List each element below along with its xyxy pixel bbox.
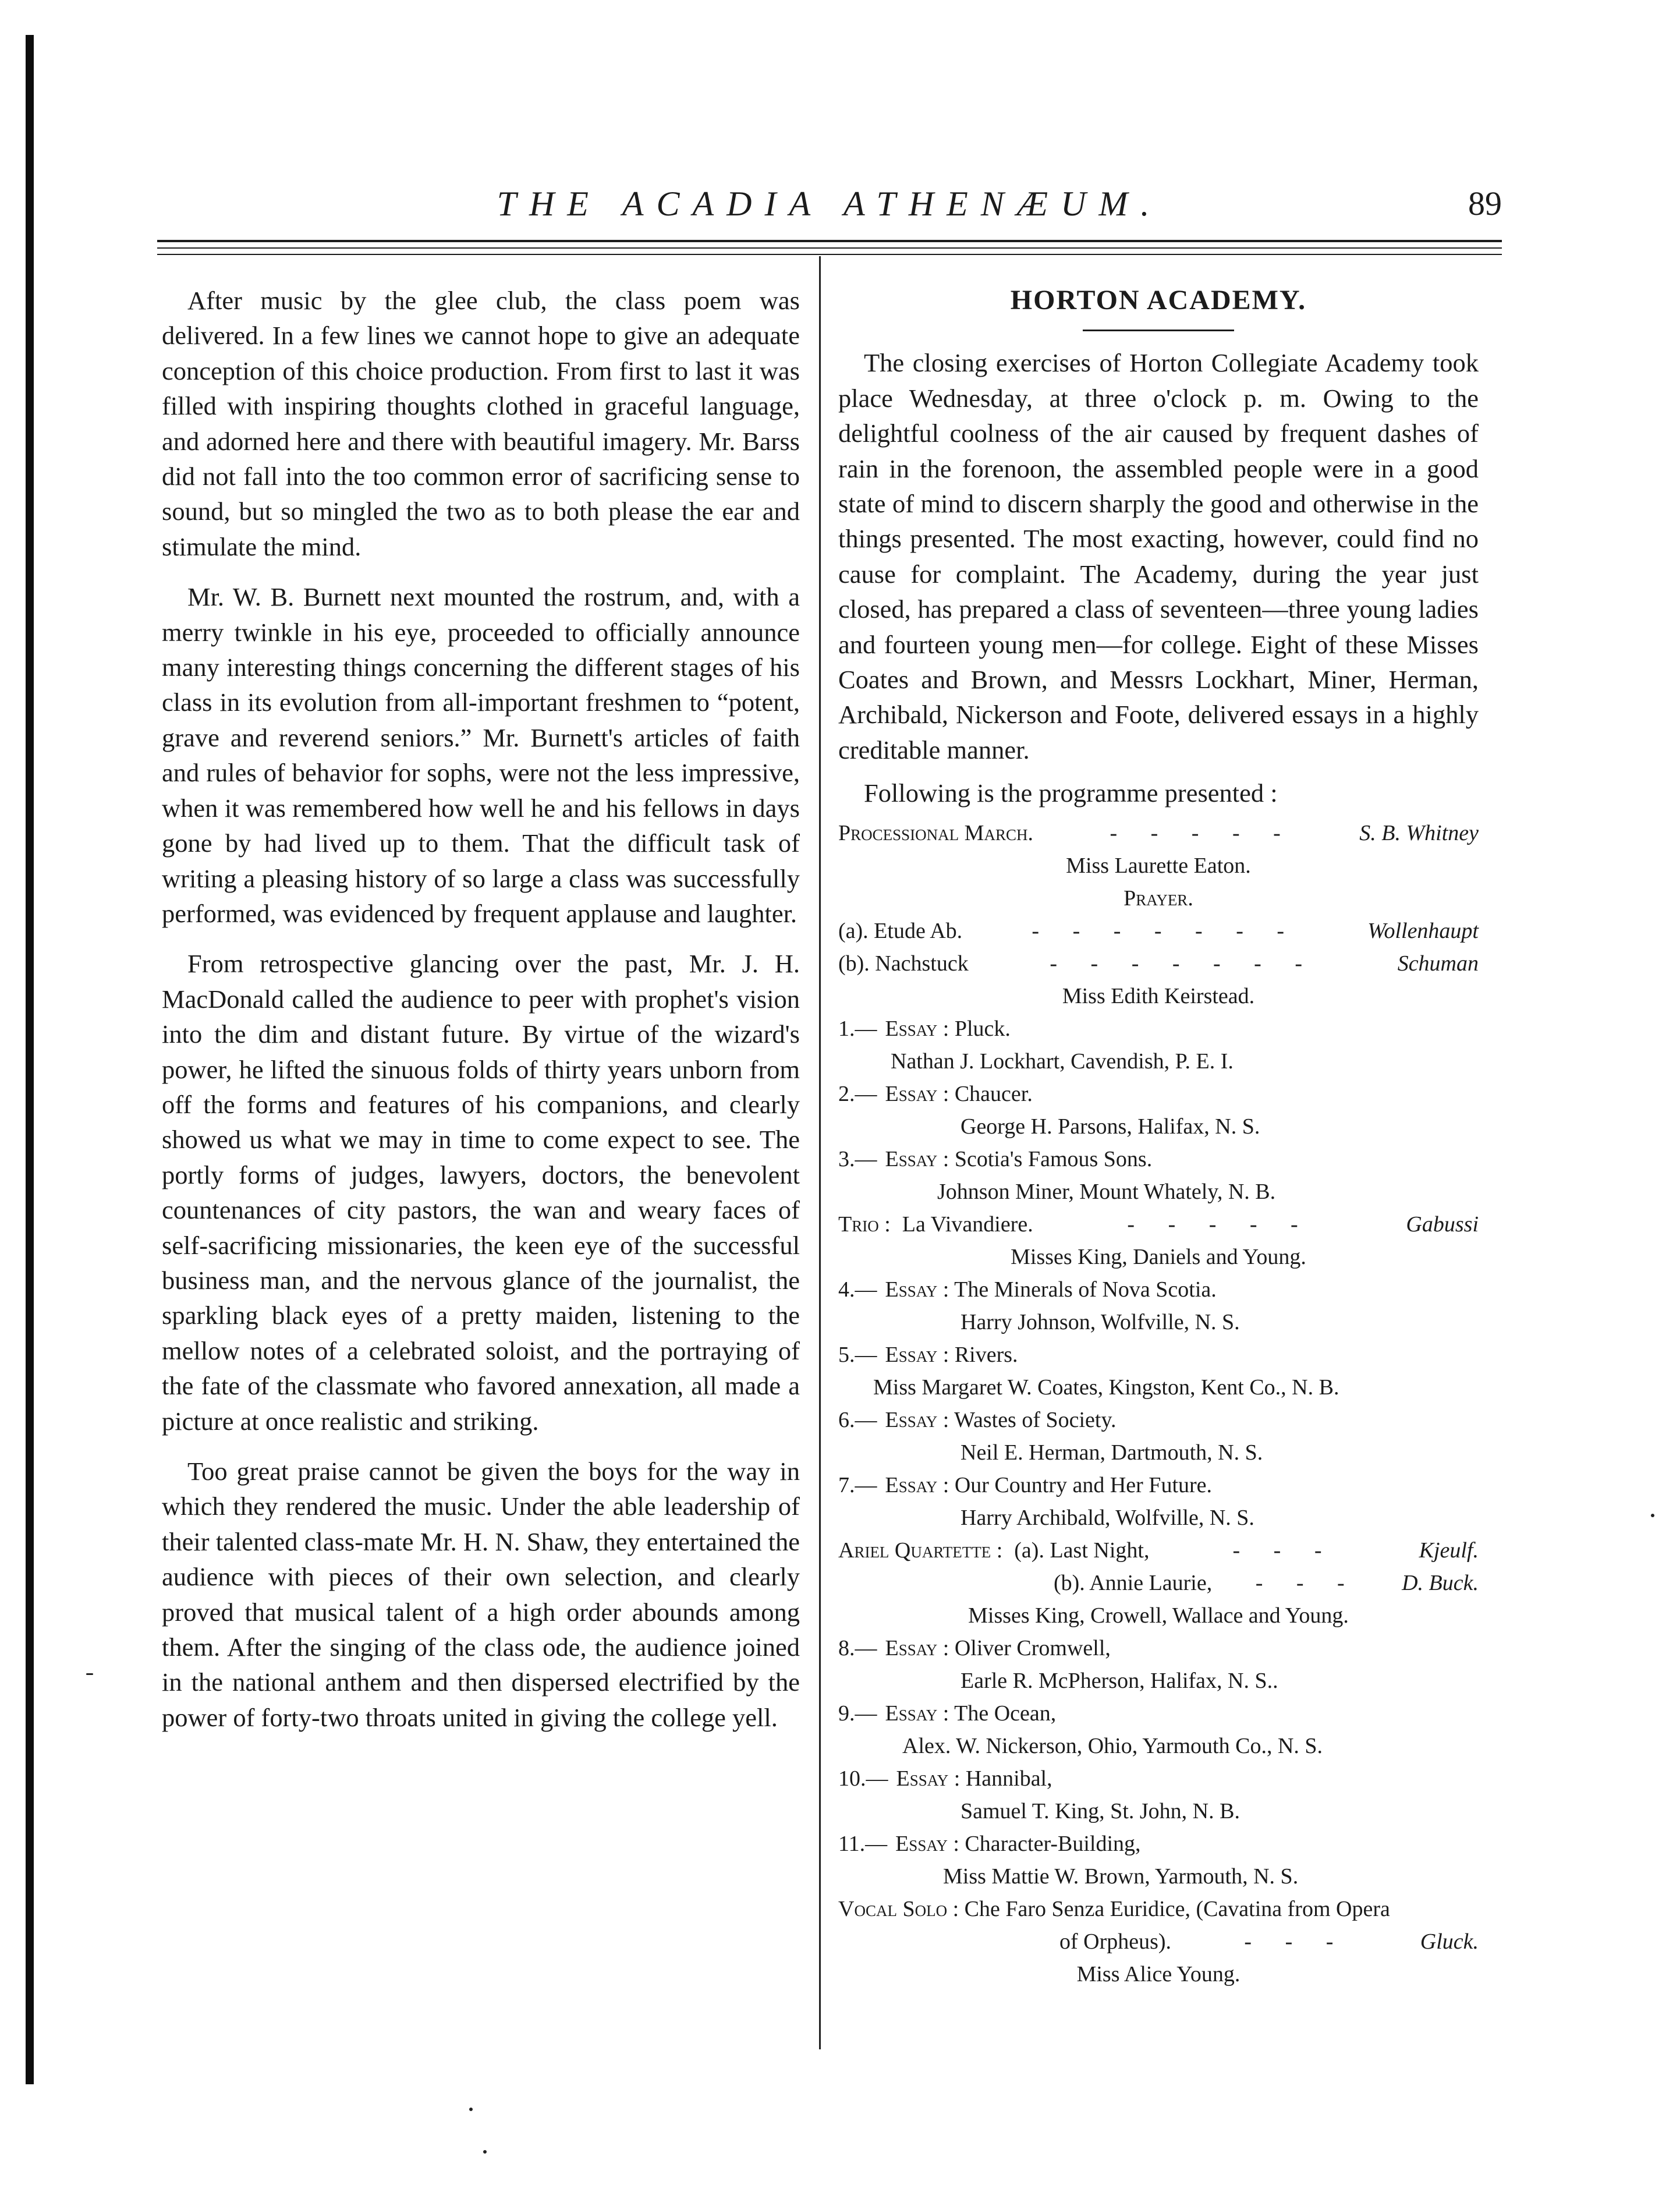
paragraph: After music by the glee club, the class poem was delivered. In a few lines we cannot hope to give an adequate conception of this choice production. From first to last it was filled with inspiring thoughts clothed in graceful language, and adorned here and there with beautiful imagery. Mr. Barss did not fall into the too common error of sacrificing sense to sound, but so mingled the two as to both please the ear and stimulate the mind. <box>162 286 800 561</box>
scan-speck <box>469 2108 473 2111</box>
essay-item <box>838 1469 1479 1534</box>
performer: Miss Alice Young. <box>1076 1961 1240 1986</box>
essay-title: The Ocean, <box>954 1701 1057 1726</box>
essay-number: 4.— <box>838 1277 877 1302</box>
essay-label: Essay : <box>885 1081 949 1106</box>
header-rule <box>157 247 1502 249</box>
header-rule <box>157 254 1502 255</box>
essay-item <box>838 1338 1479 1404</box>
essay-label: Essay : <box>885 1277 949 1302</box>
composer: Gabussi <box>1406 1212 1479 1237</box>
programme-item <box>838 947 1479 980</box>
composer: S. B. Whitney <box>1359 820 1479 845</box>
page-header <box>157 184 1502 225</box>
piece: (a). Last Night, <box>1014 1538 1150 1563</box>
programme-item <box>838 1208 1479 1241</box>
scan-speck <box>483 2150 487 2154</box>
essay-author: Miss Margaret W. Coates, Kingston, Kent Co., N. B. <box>873 1375 1339 1400</box>
programme-lead: Following is the programme presented : <box>864 778 1278 808</box>
essay-label: Essay : <box>885 1016 949 1041</box>
paragraph: From retrospective glancing over the past, Mr. J. H. MacDonald called the audience to peer with prophet's vision into the dim and distant future. By virtue of the wizard's power, he lifted the sinuous folds of thirty years unborn from off the forms and features of his companions, and clearly showed us what we may in time to come expect to see. The portly forms of judges, lawyers, doctors, the benevolent countenances of city pastors, the wan and weary faces of self-sacrificing missionaries, the keen eye of the successful business man, and the nervous glance of the journalist, the sparkling black eyes of a pretty maiden, listening to the mellow notes of a celebrated soloist, and the portraying of the fate of the classmate who favored annexation, all made a picture at once realistic and striking. <box>162 949 800 1436</box>
performer: Miss Laurette Eaton. <box>1066 853 1251 878</box>
scan-speck <box>1651 1514 1654 1517</box>
essay-title: Pluck. <box>954 1016 1011 1041</box>
intro-paragraph: The closing exercises of Horton Collegiate Academy took place Wednesday, at three o'clock p. m. Owing to the delightful coolness of the air caused by frequent dashes of rain in the forenoon, the assembled people were in a good state of mind to discern sharply the good and otherwise in the things presented. The most exacting, however, could find no cause for complaint. The Academy, during the year just closed, has prepared a class of seventeen—three young ladies and fourteen young men—for college. Eight of these Misses Coates and Brown, and Messrs Lockhart, Miner, Herman, Archibald, Nickerson and Foote, delivered essays in a highly creditable manner. <box>838 348 1479 764</box>
composer: D. Buck. <box>1402 1570 1479 1595</box>
composer: Wollenhaupt <box>1367 918 1479 943</box>
page-number: 89 <box>1468 185 1502 222</box>
column-divider <box>819 256 821 2049</box>
performer: Miss Edith Keirstead. <box>1062 983 1255 1008</box>
piece: La Vivandiere. <box>902 1212 1033 1237</box>
left-column <box>162 283 800 1750</box>
scan-edge-bar <box>26 35 34 2084</box>
essay-label: Essay : <box>885 1407 949 1432</box>
essay-author: Nathan J. Lockhart, Cavendish, P. E. I. <box>891 1049 1234 1074</box>
programme <box>838 817 1479 1991</box>
essay-title: Oliver Cromwell, <box>954 1635 1111 1660</box>
programme-item <box>838 915 1479 947</box>
piece: Che Faro Senza Euridice, (Cavatina from Opera <box>964 1896 1390 1921</box>
essay-number: 5.— <box>838 1342 877 1367</box>
essay-label: Essay : <box>885 1472 949 1497</box>
essay-title: Chaucer. <box>954 1081 1033 1106</box>
essay-number: 2.— <box>838 1081 877 1106</box>
essay-author: Johnson Miner, Mount Whately, N. B. <box>937 1179 1276 1204</box>
leader-dots: - - - <box>1255 1570 1359 1595</box>
essay-item <box>838 1273 1479 1338</box>
essay-label: Essay : <box>895 1831 959 1856</box>
essay-item <box>838 1828 1479 1893</box>
essay-title: Scotia's Famous Sons. <box>954 1146 1153 1171</box>
section-heading: HORTON ACADEMY. <box>1010 285 1307 316</box>
essay-number: 11.— <box>838 1831 888 1856</box>
essay-item <box>838 1012 1479 1078</box>
essay-item <box>838 1078 1479 1143</box>
leader-dots: - - - <box>1232 1538 1336 1563</box>
programme-item <box>838 1534 1479 1567</box>
right-column <box>838 283 1479 1991</box>
essay-item <box>838 1762 1479 1828</box>
item-label: Processional March. <box>838 820 1033 845</box>
essay-title: The Minerals of Nova Scotia. <box>954 1277 1217 1302</box>
piece: of Orpheus). <box>1059 1929 1172 1954</box>
programme-item <box>838 817 1479 849</box>
essay-author: Harry Archibald, Wolfville, N. S. <box>960 1505 1254 1530</box>
essay-author: Earle R. McPherson, Halifax, N. S.. <box>960 1668 1278 1693</box>
essay-label: Essay : <box>885 1146 949 1171</box>
leader-dots: - - - - - - - <box>1050 951 1316 976</box>
item-label: (a). Etude Ab. <box>838 918 963 943</box>
scan-speck <box>86 1673 93 1675</box>
programme-item <box>838 1893 1479 1925</box>
paragraph: Mr. W. B. Burnett next mounted the rostrum, and, with a merry twinkle in his eye, proceeded to officially announce many interesting things concerning the different stages of his class in its evolution from all-important freshmen to “potent, grave and reverend seniors.” Mr. Burnett's articles of faith and rules of behavior for sophs, were not the less impressive, when it was remembered how well he and his fellows in days gone by had lived up to them. That the difficult task of writing a pleasing history of so large a class was successfully performed, was evidenced by frequent applause and laughter. <box>162 582 800 928</box>
performer: Misses King, Crowell, Wallace and Young. <box>968 1603 1349 1628</box>
essay-item <box>838 1143 1479 1208</box>
essay-title: Character-Building, <box>965 1831 1141 1856</box>
composer: Gluck. <box>1420 1929 1479 1954</box>
essay-title: Rivers. <box>954 1342 1018 1367</box>
essay-label: Essay : <box>896 1766 960 1791</box>
essay-label: Essay : <box>885 1635 949 1660</box>
essay-number: 3.— <box>838 1146 877 1171</box>
prayer-line: Prayer. <box>1123 886 1193 911</box>
essay-number: 7.— <box>838 1472 877 1497</box>
item-label: Trio : <box>838 1212 891 1237</box>
essay-author: Samuel T. King, St. John, N. B. <box>960 1798 1240 1823</box>
essay-number: 1.— <box>838 1016 877 1041</box>
essay-author: Miss Mattie W. Brown, Yarmouth, N. S. <box>943 1864 1299 1889</box>
essay-item <box>838 1632 1479 1697</box>
piece: (b). Annie Laurie, <box>1054 1570 1213 1595</box>
item-label: Vocal Solo : <box>838 1896 959 1921</box>
performer: Misses King, Daniels and Young. <box>1011 1244 1306 1269</box>
essay-label: Essay : <box>885 1701 949 1726</box>
paragraph: Too great praise cannot be given the boys for the way in which they rendered the music. Under the able leadership of their talented class-mate Mr. H. N. Shaw, they entertained the audience with pieces of their own selection, and clearly proved that musical talent of a high order abounds among them. After the singing of the class ode, the audience joined in the national anthem and then dispersed electrified by the power of forty-two throats united in giving the college yell. <box>162 1457 800 1732</box>
leader-dots: - - - - - <box>1110 820 1295 845</box>
essay-title: Hannibal, <box>965 1766 1052 1791</box>
header-rule <box>157 240 1502 242</box>
essay-item <box>838 1697 1479 1762</box>
essay-number: 10.— <box>838 1766 888 1791</box>
essay-title: Our Country and Her Future. <box>954 1472 1213 1497</box>
essay-item <box>838 1404 1479 1469</box>
essay-title: Wastes of Society. <box>954 1407 1117 1432</box>
essay-number: 6.— <box>838 1407 877 1432</box>
essay-number: 9.— <box>838 1701 877 1726</box>
essay-label: Essay : <box>885 1342 949 1367</box>
programme-item <box>838 1925 1479 1958</box>
programme-item <box>838 1567 1479 1599</box>
heading-rule <box>1083 330 1234 331</box>
composer: Schuman <box>1397 951 1479 976</box>
journal-title: THE ACADIA ATHENÆUM. <box>497 185 1162 223</box>
essay-author: Neil E. Herman, Dartmouth, N. S. <box>960 1440 1263 1465</box>
item-label: Ariel Quartette : <box>838 1538 1003 1563</box>
leader-dots: - - - <box>1244 1929 1348 1954</box>
leader-dots: - - - - - <box>1127 1212 1312 1237</box>
essay-author: Harry Johnson, Wolfville, N. S. <box>960 1309 1240 1334</box>
essay-number: 8.— <box>838 1635 877 1660</box>
essay-author: George H. Parsons, Halifax, N. S. <box>960 1114 1260 1139</box>
item-label: (b). Nachstuck <box>838 951 969 976</box>
leader-dots: - - - - - - - <box>1032 918 1299 943</box>
essay-author: Alex. W. Nickerson, Ohio, Yarmouth Co., N. S. <box>902 1733 1323 1758</box>
composer: Kjeulf. <box>1419 1538 1479 1563</box>
